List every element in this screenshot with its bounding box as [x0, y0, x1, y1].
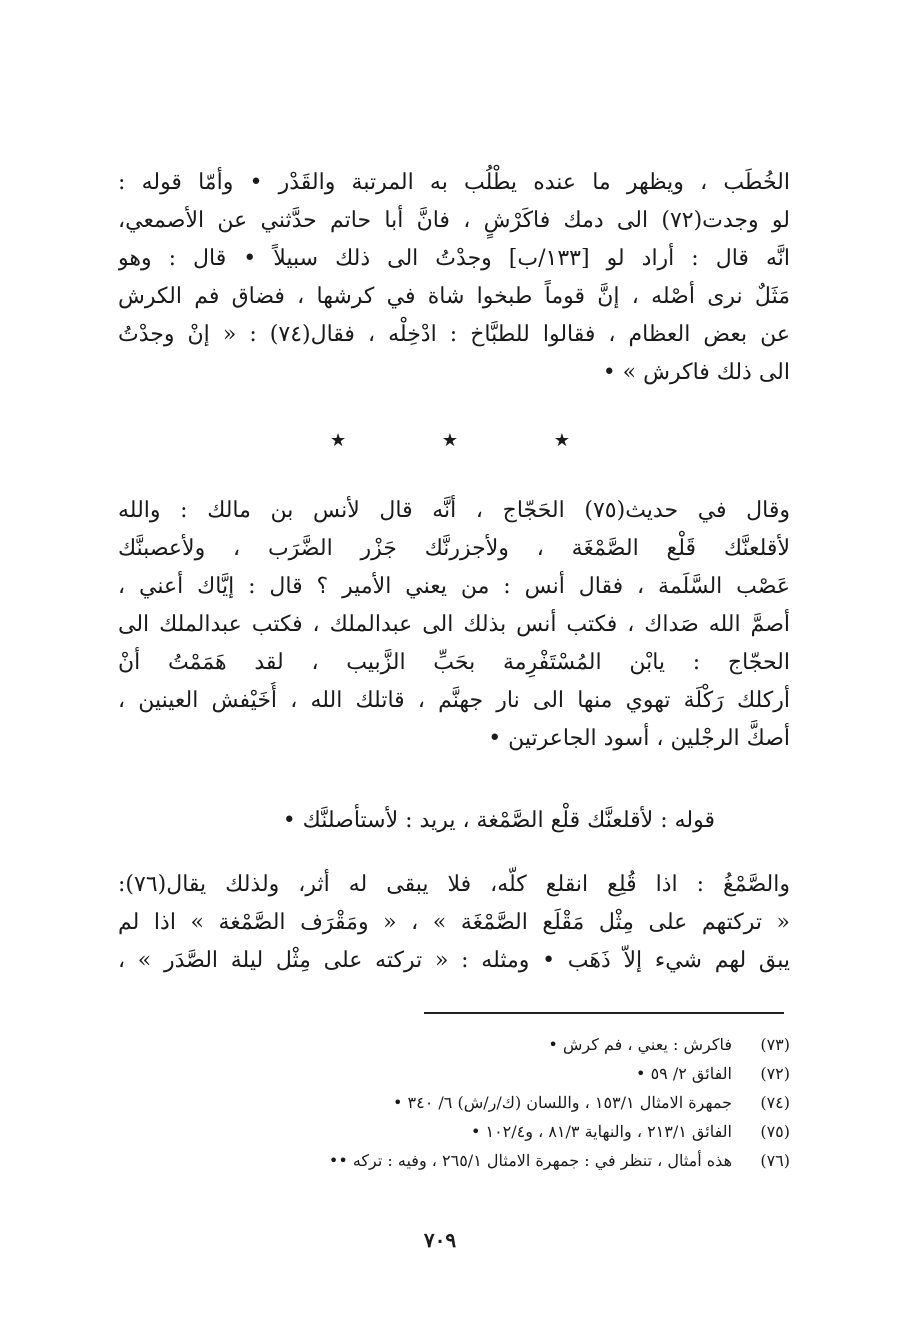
footnote-text: فاكرش : يعني ، فم كرش • [548, 1035, 732, 1054]
text-line: الحجّاج : يابْن المُسْتَفْرِمة بحَبِّ الزَّبيب ، لقد هَمَمْتُ أنْ [118, 650, 790, 675]
footnote-text: جمهرة الامثال ١٥٣/١ ، واللسان (ك/ر/ش) ٦/ ٣٤٠ • [393, 1093, 732, 1112]
text-line: أصمَّ الله صَداك ، فكتب أنس بذلك الى عبدالملك ، فكتب عبدالملك الى [118, 612, 790, 637]
footnote-number: (٧٤) [760, 1093, 790, 1112]
text-line: مَثَلٌ نرى أصْله ، إنَّ قوماً طبخوا شاة في كرشها ، فضاق فم الكرش [118, 284, 790, 309]
footnote-number: (٧٢) [760, 1064, 790, 1083]
text-line: أركلك رَكْلَة تهوي منها الى نار جهنَّم ، قاتلك الله ، أُخَيْفش العينين ، [118, 688, 790, 713]
paragraph-samgh [118, 866, 790, 980]
text-line: قوله : لأقلعنَّك قلْع الصَّمْغة ، يريد : لأستأصلنَّك • [282, 808, 715, 833]
text-line: وقال في حديث(٧٥) الحَجّاج ، أنَّه قال لأنس بن مالك : والله [118, 498, 790, 523]
star-ornament: ★ [553, 430, 570, 451]
footnote [118, 1146, 790, 1175]
footnote-number: (٧٥) [760, 1122, 790, 1141]
footnote-number: (٧٦) [760, 1151, 790, 1170]
footnote-text: الفائق ٢/ ٥٩ • [636, 1064, 732, 1083]
text-line: الخُطَب ، ويظهر ما عنده يطْلُب به المرتبة والقَدْر • وأمّا قوله : [118, 170, 790, 195]
text-line: والصَّمْغُ : اذا قُلِع انقلع كلّه، فلا يبقى له أثر، ولذلك يقال(٧٦): [118, 872, 790, 897]
page-number: ٧٠٩ [423, 1228, 457, 1252]
text-line: أصكَّ الرجْلين ، أسود الجاعرتين • [488, 726, 790, 751]
text-line: عَصْب السَّلَمة ، فقال أنس : من يعني الأمير ؟ قال : إيَّاك أعني ، [118, 574, 790, 599]
text-line: انَّه قال : أراد لو [١٣٣/ب] وجدْتُ الى ذلك سبيلاً • قال : وهو [118, 246, 790, 271]
footnote-text: الفائق ٢١٣/١ ، والنهاية ٨١/٣ ، و١٠٢/٤ • [470, 1122, 732, 1141]
paragraph-explanation [170, 802, 715, 840]
footnote-divider [424, 1012, 784, 1014]
footnote [118, 1059, 790, 1088]
footnote-text: هذه أمثال ، تنظر في : جمهرة الامثال ٢٦٥/١ ، وفيه : تركه •• [328, 1151, 732, 1170]
footnote [118, 1117, 790, 1146]
text-line: يبق لهم شيء إلاّ ذَهَب • ومثله : « تركته على مِثْل ليلة الصَّدَر » ، [118, 948, 790, 973]
section-separator [330, 430, 570, 451]
star-ornament: ★ [441, 430, 459, 451]
text-line: لو وجدت(٧٢) الى دمك فاكَرْشٍ ، فانَّ أبا حاتم حدَّثني عن الأصمعي، [118, 208, 790, 233]
footnote-number: (٧٣) [760, 1035, 790, 1054]
footnote [118, 1030, 790, 1059]
text-line: « تركتهم على مِثْل مَقْلَع الصَّمْغَة » ، « ومَقْرَف الصَّمْغة » اذا لم [118, 910, 790, 935]
footnotes [118, 1030, 790, 1175]
star-ornament: ★ [330, 430, 347, 451]
text-line: الى ذلك فاكرش » • [602, 360, 790, 385]
text-line: عن بعض العظام ، فقالوا للطبَّاخ : ادْخِلْه ، فقال(٧٤) : « إنْ وجدْتُ [118, 322, 790, 347]
paragraph-hajjaj [118, 492, 790, 758]
text-line: لأقلعنَّك قَلْع الصَّمْغَة ، ولأجزرنَّك جَزْر الضَّرَب ، ولأعصبنَّك [118, 536, 790, 561]
paragraph-khutab [118, 164, 790, 392]
footnote [118, 1088, 790, 1117]
